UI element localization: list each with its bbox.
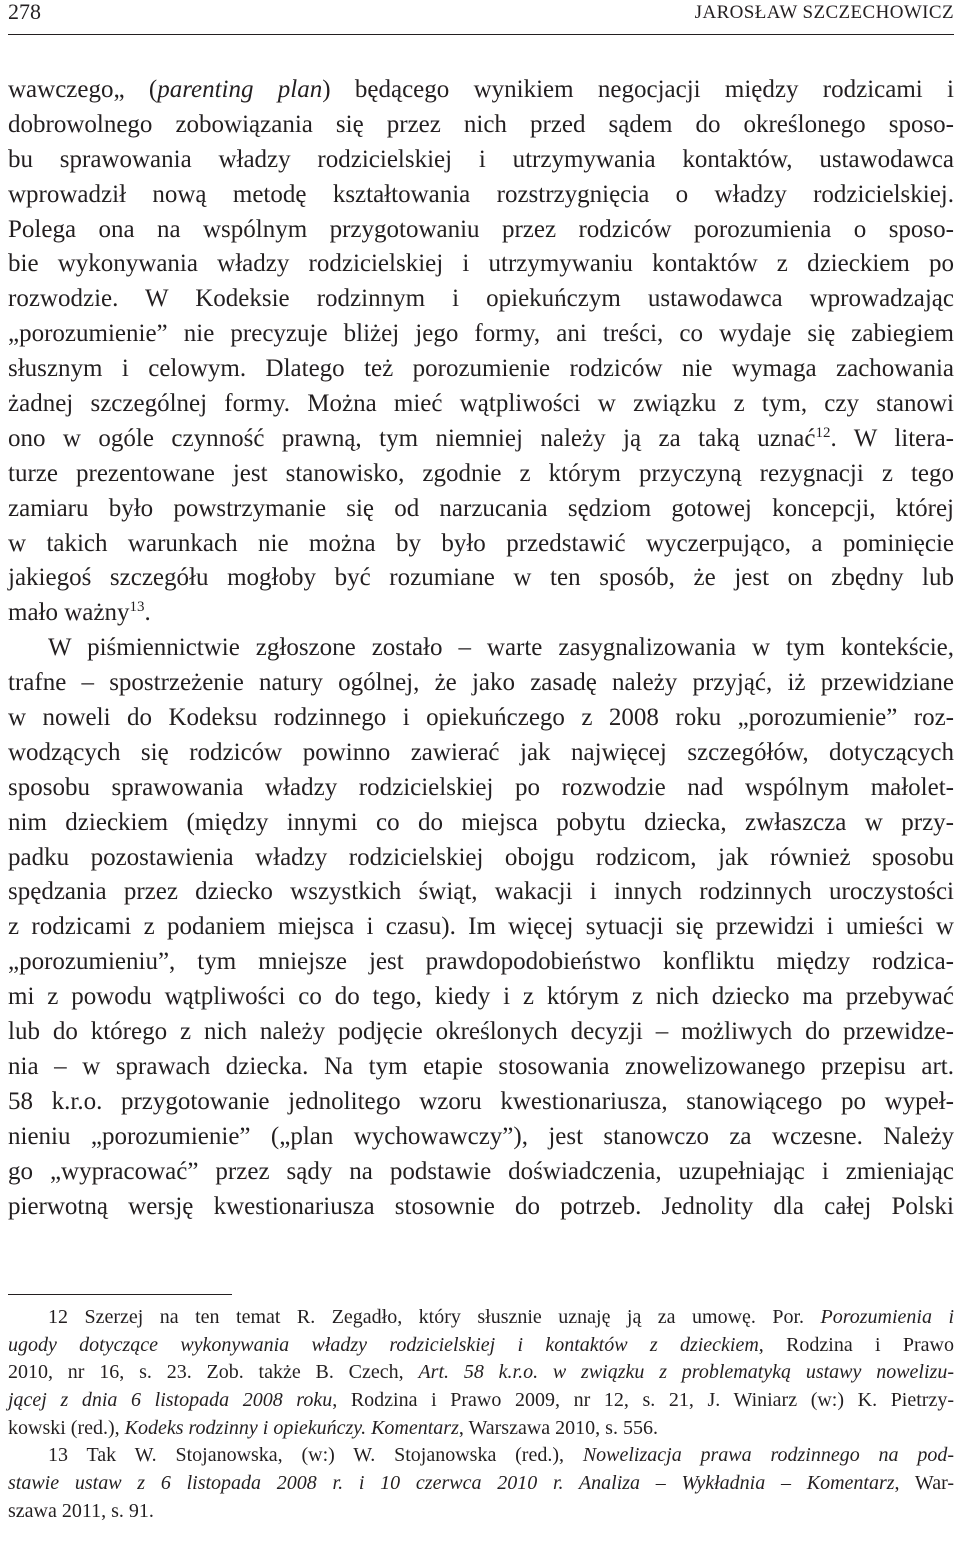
body-line: nieniu „porozumienie” („plan wychowawczy”), jest stanowczo za wczesne. Należy xyxy=(8,1122,954,1150)
footnote-12-line: jącej z dnia 6 listopada 2008 roku, Rodzina i Prawo 2009, nr 12, s. 21, J. Winiarz (w:) K. Pietrzy- xyxy=(8,1389,954,1412)
body-line: zamiaru było powstrzymanie się od narzucania sędziom gotowej koncepcji, której xyxy=(8,494,954,522)
footnote-ref-12: 12 xyxy=(815,424,831,441)
body-line: spędzania przez dziecko wszystkich świąt, wakacji i innych rodzinnych uroczystości xyxy=(8,878,954,906)
body-line: turze prezentowane jest stanowisko, zgodnie z którym przyczyną rezygnacji z tego xyxy=(8,459,954,487)
footnote-13-line: szawa 2011, s. 91. xyxy=(8,1499,154,1522)
paragraph-start-line: W piśmiennictwie zgłoszone zostało – warte zasygnalizowania w tym kontekście, xyxy=(48,634,954,662)
page-number: 278 xyxy=(8,0,41,24)
body-line: sposobu sprawowania władzy rodzicielskiej po rozwodzie nad wspólnym małolet- xyxy=(8,773,954,801)
body-line: dobrowolnego zobowiązania się przez nich przed sądem do określonego sposo- xyxy=(8,110,954,138)
body-line: padku pozostawienia władzy rodzicielskiej obojgu rodzicom, jak również sposobu xyxy=(8,843,954,871)
body-line: nim dzieckiem (między innymi co do miejsca pobytu dziecka, zwłaszcza w przy- xyxy=(8,808,954,836)
footnote-13-line: 13 Tak W. Stojanowska, (w:) W. Stojanowska (red.), Nowelizacja prawa rodzinnego na pod- xyxy=(48,1444,954,1467)
footnotes xyxy=(8,1304,954,1526)
footnote-marker-12: 12 xyxy=(48,1306,68,1328)
footnote-ref-13: 13 xyxy=(129,599,145,616)
body-text xyxy=(8,73,954,1224)
body-line: bie wykonywania władzy rodzicielskiej i utrzymywaniu kontaktów z dzieckiem po xyxy=(8,250,954,278)
body-line: bu sprawowania władzy rodzicielskiej i utrzymywania kontaktów, ustawodawca xyxy=(8,145,954,173)
body-line: trafne – spostrzeżenie natury ogólnej, że jako zasadę należy przyjąć, iż przewidziane xyxy=(8,669,954,697)
body-line: 58 k.r.o. przygotowanie jednolitego wzoru kwestionariusza, stanowiącego po wypeł- xyxy=(8,1087,954,1115)
body-line: Polega ona na wspólnym przygotowaniu przez rodziców porozumienia o sposo- xyxy=(8,215,954,243)
running-head-author: JAROSŁAW SZCZECHOWICZ xyxy=(694,2,954,23)
body-line: wprowadził nową metodę kształtowania rozstrzygnięcia o władzy rodzicielskiej. xyxy=(8,180,954,208)
body-line: „porozumienie” nie precyzuje bliżej jego formy, ani treści, co wydaje się zabiegiem xyxy=(8,320,954,348)
body-line: nia – w sprawach dziecka. Na tym etapie stosowania znowelizowanego przepisu art. xyxy=(8,1052,954,1080)
body-line: mi z powodu wątpliwości co do tego, kiedy i z którym z nich dziecko ma przebywać xyxy=(8,983,954,1011)
footnote-12-line: 2010, nr 16, s. 23. Zob. także B. Czech, Art. 58 k.r.o. w związku z problematyką ustawy nowelizu- xyxy=(8,1361,954,1384)
body-line: rozwodzie. W Kodeksie rodzinnym i opiekuńczym ustawodawca wprowadzając xyxy=(8,285,954,313)
footnote-12-line: kowski (red.), Kodeks rodzinny i opiekuńczy. Komentarz, Warszawa 2010, s. 556. xyxy=(8,1416,658,1439)
body-line: lub do którego z nich należy podjęcie określonych decyzji – możliwych do przewidze- xyxy=(8,1018,954,1046)
footnote-marker-13: 13 xyxy=(48,1444,68,1467)
body-line: wawczego„ (parenting plan) będącego wynikiem negocjacji między rodzicami i xyxy=(8,76,954,103)
body-line: pierwotną wersję kwestionariusza stosownie do potrzeb. Jednolity dla całej Polski xyxy=(8,1192,954,1220)
body-line: w noweli do Kodeksu rodzinnego i opiekuńczego z 2008 roku „porozumienie” roz- xyxy=(8,704,954,732)
footnote-12-line: 12 Szerzej na ten temat R. Zegadło, który słusznie uznaję ją za umowę. Por. Porozumienia i xyxy=(48,1306,955,1328)
body-line: słusznym i celowym. Dlatego też porozumienie rodziców nie wymaga zachowania xyxy=(8,355,954,383)
body-line: żadnej szczególnej formy. Można mieć wątpliwości w związku z tym, czy stanowi xyxy=(8,390,954,418)
footnote-13-line: stawie ustaw z 6 listopada 2008 r. i 10 czerwca 2010 r. Analiza – Wykładnia – Komentarz, War- xyxy=(8,1472,954,1495)
body-line: z rodzicami z podaniem miejsca i czasu). Im więcej sytuacji się przewidzi i umieści w xyxy=(8,913,954,941)
page-header xyxy=(8,0,954,35)
body-line: jakiegoś szczegółu mogłoby być rozumiane w ten sposób, że jest on zbędny lub xyxy=(8,564,954,592)
body-line: go „wypracować” przez sądy na podstawie doświadczenia, uzupełniając i zmieniając xyxy=(8,1157,954,1185)
footnote-separator xyxy=(8,1294,232,1295)
body-line: mało ważny$^{13}$. xyxy=(8,599,151,627)
body-line: w takich warunkach nie można by było przedstawić wyczerpująco, a pominięcie xyxy=(8,529,954,557)
body-line: wodzących się rodziców powinno zawierać jak najwięcej szczegółów, dotyczących xyxy=(8,738,954,766)
body-line: „porozumieniu”, tym mniejsze jest prawdopodobieństwo konfliktu między rodzica- xyxy=(8,948,954,976)
body-line: ono w ogóle czynność prawną, tym niemniej należy ją za taką uznać$^{12}$. W litera- xyxy=(8,424,954,452)
footnote-12-line: ugody dotyczące wykonywania władzy rodzicielskiej i kontaktów z dzieckiem, Rodzina i Prawo xyxy=(8,1333,954,1356)
